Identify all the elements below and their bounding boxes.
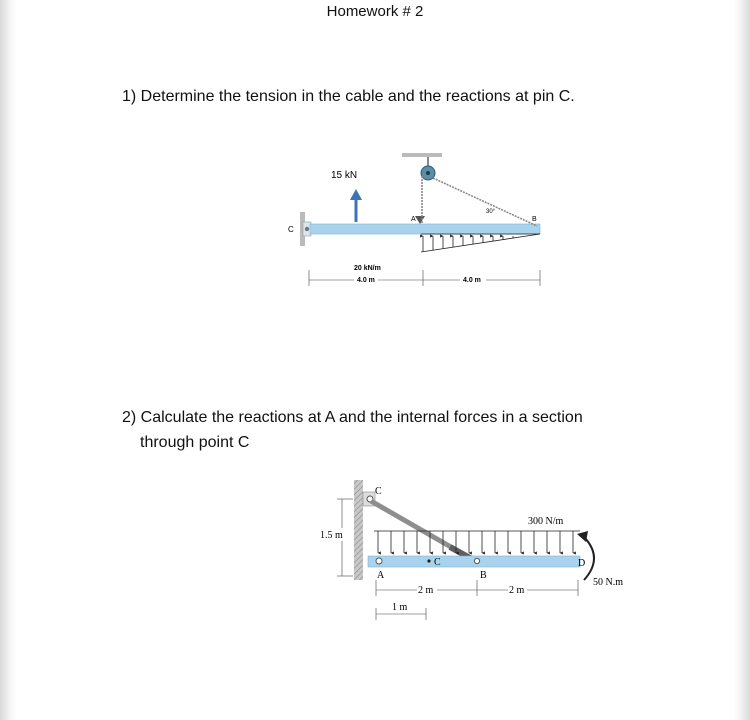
fig1-dim-right: 4.0 m xyxy=(463,277,481,284)
fig2-wall-hatch xyxy=(354,480,363,580)
fig2-distributed-load xyxy=(374,531,580,553)
fig2-point-c xyxy=(427,559,430,562)
fig1-pulley-axle xyxy=(426,171,430,175)
fig2-dim-c: 1 m xyxy=(392,602,408,613)
fig2-horizontal-dimensions xyxy=(376,580,578,620)
fig2-label-d: D xyxy=(578,558,586,569)
fig2-load-label: 300 N/m xyxy=(528,516,564,527)
fig2-moment-label: 50 N.m xyxy=(593,577,623,588)
fig2-label-b: B xyxy=(480,570,487,581)
fig1-force-arrow-head xyxy=(350,189,362,200)
fig2-label-c-mid: C xyxy=(434,557,441,568)
fig2-pin-b xyxy=(474,558,479,563)
figure-2 xyxy=(320,480,623,620)
fig1-load-label: 20 kN/m xyxy=(354,265,381,272)
fig1-dimension-lines xyxy=(309,270,540,286)
fig2-dim-a: 2 m xyxy=(418,585,434,596)
fig1-label-b: B xyxy=(532,216,537,223)
fig1-cable-inclined xyxy=(433,178,537,226)
question-1-text: 1) Determine the tension in the cable and the reactions at pin C. xyxy=(122,88,575,105)
question-2-text-line-2: through point C xyxy=(140,434,250,451)
fig1-label-a: A xyxy=(411,216,416,223)
document-title: Homework # 2 xyxy=(326,3,424,20)
fig2-label-c-top: C xyxy=(375,486,382,497)
fig1-angle-label: 30° xyxy=(486,209,496,215)
fig1-support-a xyxy=(415,216,425,224)
fig2-label-a: A xyxy=(377,570,385,581)
question-2-text-line-1: 2) Calculate the reactions at A and the internal forces in a section xyxy=(122,409,583,426)
fig2-pin-a xyxy=(376,558,382,564)
figure-1 xyxy=(288,153,540,286)
fig2-dim-b: 2 m xyxy=(509,585,525,596)
fig1-label-c: C xyxy=(288,225,294,234)
fig1-dim-left: 4.0 m xyxy=(357,277,375,284)
fig1-force-label: 15 kN xyxy=(331,170,358,181)
fig1-beam xyxy=(310,224,540,234)
fig1-ceiling xyxy=(402,153,442,157)
fig1-distributed-load xyxy=(421,234,540,252)
fig2-height-label: 1.5 m xyxy=(320,530,343,541)
fig2-moment-arc xyxy=(584,537,594,580)
fig1-pin-c xyxy=(305,227,309,231)
